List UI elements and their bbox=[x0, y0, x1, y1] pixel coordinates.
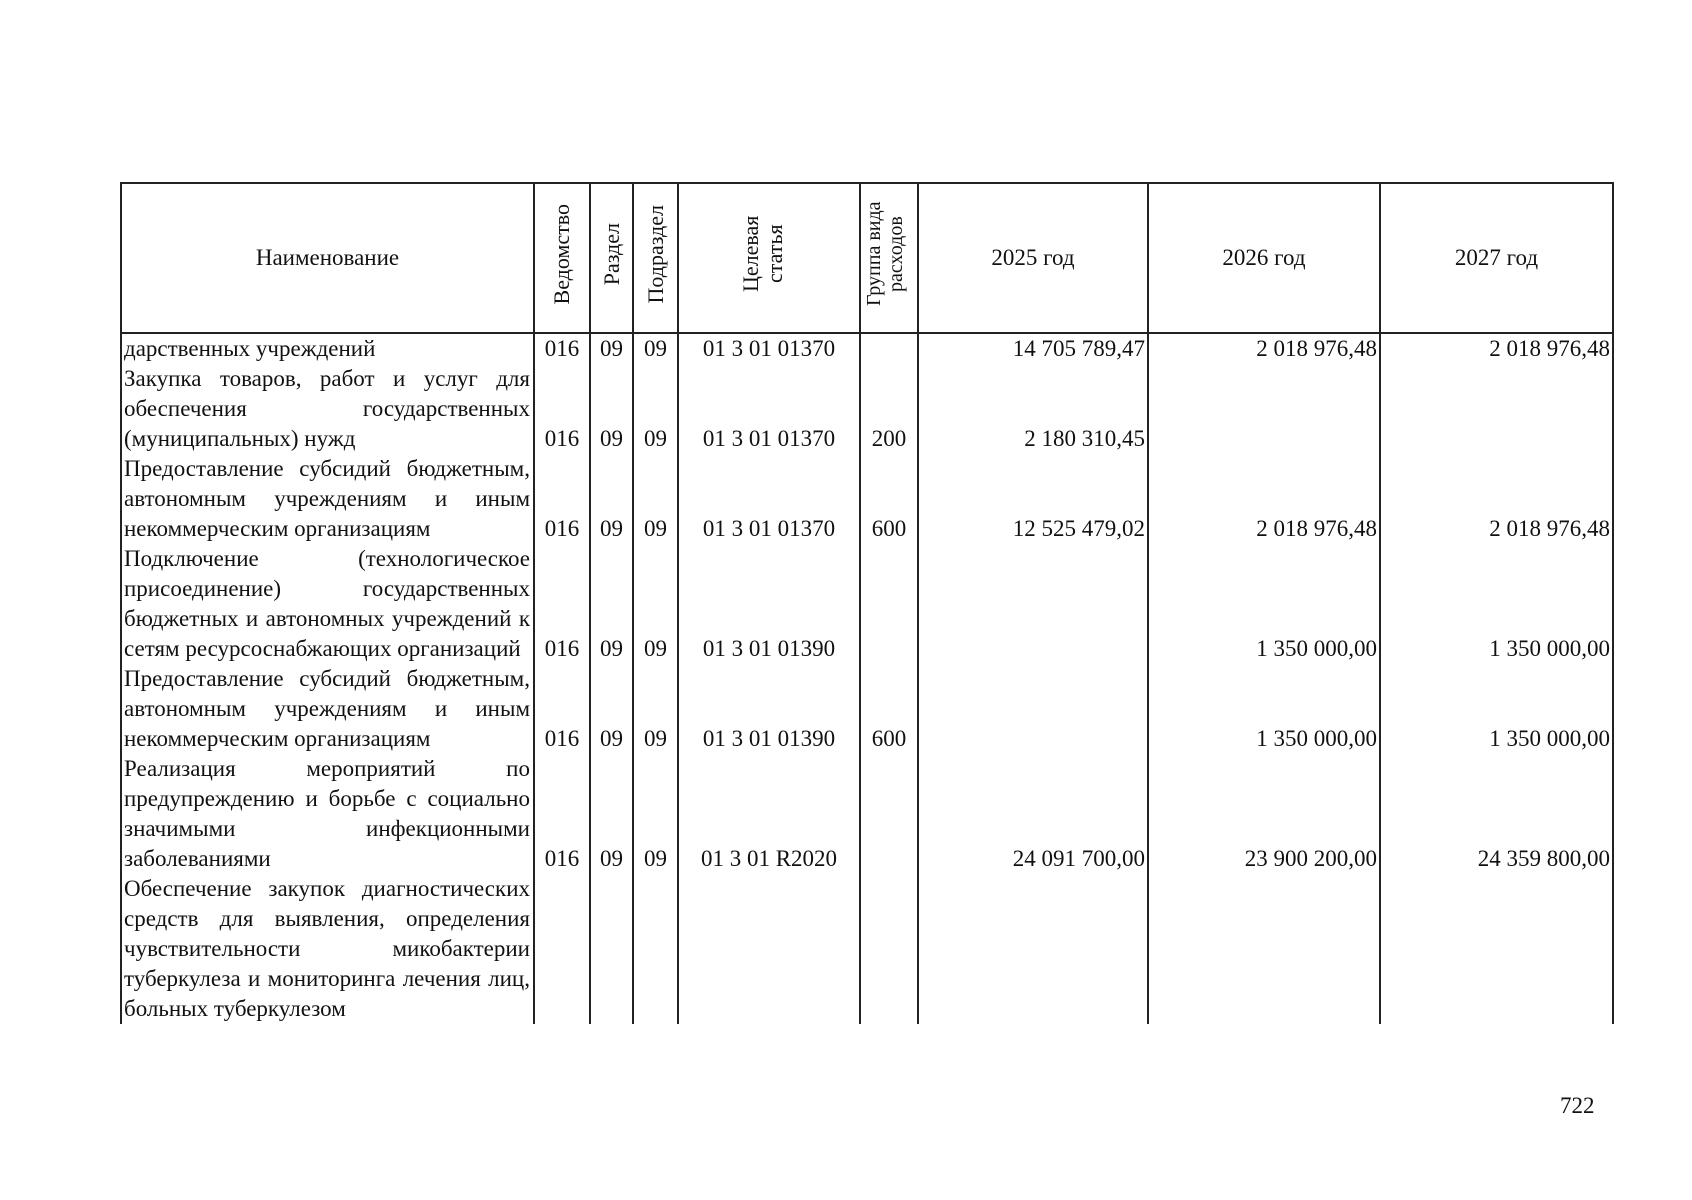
cell-expense-group bbox=[860, 874, 918, 1024]
cell-name: Реализация мероприятий по предупреждению и борьбе с социально значимыми инфекционными заболеваниями bbox=[121, 754, 534, 874]
cell-2027 bbox=[1380, 364, 1613, 454]
cell-expense-group bbox=[860, 333, 918, 364]
cell-2027: 1 350 000,00 bbox=[1380, 664, 1613, 754]
cell-name: Предоставление субсидий бюджетным, автономным учреждениям и иным некоммерческим организациям bbox=[121, 454, 534, 544]
cell-2025: 2 180 310,45 bbox=[918, 364, 1148, 454]
cell-2025 bbox=[918, 874, 1148, 1024]
cell-2027: 24 359 800,00 bbox=[1380, 754, 1613, 874]
header-year-2027: 2027 год bbox=[1380, 183, 1613, 333]
cell-2027: 1 350 000,00 bbox=[1380, 544, 1613, 664]
cell-subsection: 09 bbox=[633, 664, 678, 754]
cell-2026: 1 350 000,00 bbox=[1148, 664, 1380, 754]
cell-target-article: 01 3 01 01370 bbox=[678, 333, 860, 364]
cell-expense-group: 600 bbox=[860, 454, 918, 544]
header-year-2025: 2025 год bbox=[918, 183, 1148, 333]
cell-section: 09 bbox=[590, 454, 633, 544]
cell-2025: 12 525 479,02 bbox=[918, 454, 1148, 544]
cell-name: Обеспечение закупок диагностических средств для выявления, определения чувствительности микобактерии туберкулеза и мониторинга лечения лиц, больных туберкулезом bbox=[121, 874, 534, 1024]
cell-2026: 23 900 200,00 bbox=[1148, 754, 1380, 874]
cell-expense-group bbox=[860, 544, 918, 664]
table-row bbox=[121, 454, 1613, 544]
table-row bbox=[121, 664, 1613, 754]
cell-expense-group bbox=[860, 754, 918, 874]
cell-department: 016 bbox=[534, 664, 590, 754]
cell-department bbox=[534, 874, 590, 1024]
cell-2027 bbox=[1380, 874, 1613, 1024]
cell-2027: 2 018 976,48 bbox=[1380, 333, 1613, 364]
header-expense-group: Группа вида расходов bbox=[860, 183, 918, 333]
cell-department: 016 bbox=[534, 754, 590, 874]
table-row bbox=[121, 364, 1613, 454]
cell-expense-group: 600 bbox=[860, 664, 918, 754]
header-name: Наименование bbox=[121, 183, 534, 333]
cell-section bbox=[590, 874, 633, 1024]
cell-2026 bbox=[1148, 364, 1380, 454]
cell-2025 bbox=[918, 664, 1148, 754]
cell-name: Предоставление субсидий бюджетным, автономным учреждениям и иным некоммерческим организациям bbox=[121, 664, 534, 754]
cell-department: 016 bbox=[534, 544, 590, 664]
header-department: Ведомство bbox=[534, 183, 590, 333]
cell-target-article: 01 3 01 01370 bbox=[678, 454, 860, 544]
cell-subsection: 09 bbox=[633, 364, 678, 454]
cell-2026: 2 018 976,48 bbox=[1148, 333, 1380, 364]
cell-target-article: 01 3 01 R2020 bbox=[678, 754, 860, 874]
cell-target-article: 01 3 01 01390 bbox=[678, 664, 860, 754]
cell-subsection: 09 bbox=[633, 544, 678, 664]
cell-department: 016 bbox=[534, 454, 590, 544]
cell-2026 bbox=[1148, 874, 1380, 1024]
header-year-2026: 2026 год bbox=[1148, 183, 1380, 333]
cell-section: 09 bbox=[590, 754, 633, 874]
table-row bbox=[121, 754, 1613, 874]
cell-2025: 14 705 789,47 bbox=[918, 333, 1148, 364]
cell-2025 bbox=[918, 544, 1148, 664]
cell-section: 09 bbox=[590, 664, 633, 754]
cell-2026: 1 350 000,00 bbox=[1148, 544, 1380, 664]
cell-2026: 2 018 976,48 bbox=[1148, 454, 1380, 544]
cell-section: 09 bbox=[590, 364, 633, 454]
cell-name: Закупка товаров, работ и услуг для обеспечения государственных (муниципальных) нужд bbox=[121, 364, 534, 454]
cell-subsection: 09 bbox=[633, 754, 678, 874]
header-subsection: Подраздел bbox=[633, 183, 678, 333]
cell-department: 016 bbox=[534, 333, 590, 364]
budget-table bbox=[120, 182, 1614, 1024]
cell-department: 016 bbox=[534, 364, 590, 454]
table-row bbox=[121, 544, 1613, 664]
cell-name: дарственных учреждений bbox=[121, 333, 534, 364]
cell-section: 09 bbox=[590, 544, 633, 664]
cell-section: 09 bbox=[590, 333, 633, 364]
cell-target-article bbox=[678, 874, 860, 1024]
cell-subsection: 09 bbox=[633, 454, 678, 544]
cell-2027: 2 018 976,48 bbox=[1380, 454, 1613, 544]
cell-name: Подключение (технологическое присоединение) государственных бюджетных и автономных учреждений к сетям ресурсоснабжающих организаций bbox=[121, 544, 534, 664]
cell-expense-group: 200 bbox=[860, 364, 918, 454]
cell-2025: 24 091 700,00 bbox=[918, 754, 1148, 874]
table-row bbox=[121, 874, 1613, 1024]
cell-subsection bbox=[633, 874, 678, 1024]
header-section: Раздел bbox=[590, 183, 633, 333]
cell-subsection: 09 bbox=[633, 333, 678, 364]
page-number: 722 bbox=[1560, 1093, 1595, 1118]
cell-target-article: 01 3 01 01390 bbox=[678, 544, 860, 664]
header-target-article: Целевая статья bbox=[678, 183, 860, 333]
table-row bbox=[121, 333, 1613, 364]
cell-target-article: 01 3 01 01370 bbox=[678, 364, 860, 454]
header-row bbox=[121, 183, 1613, 333]
